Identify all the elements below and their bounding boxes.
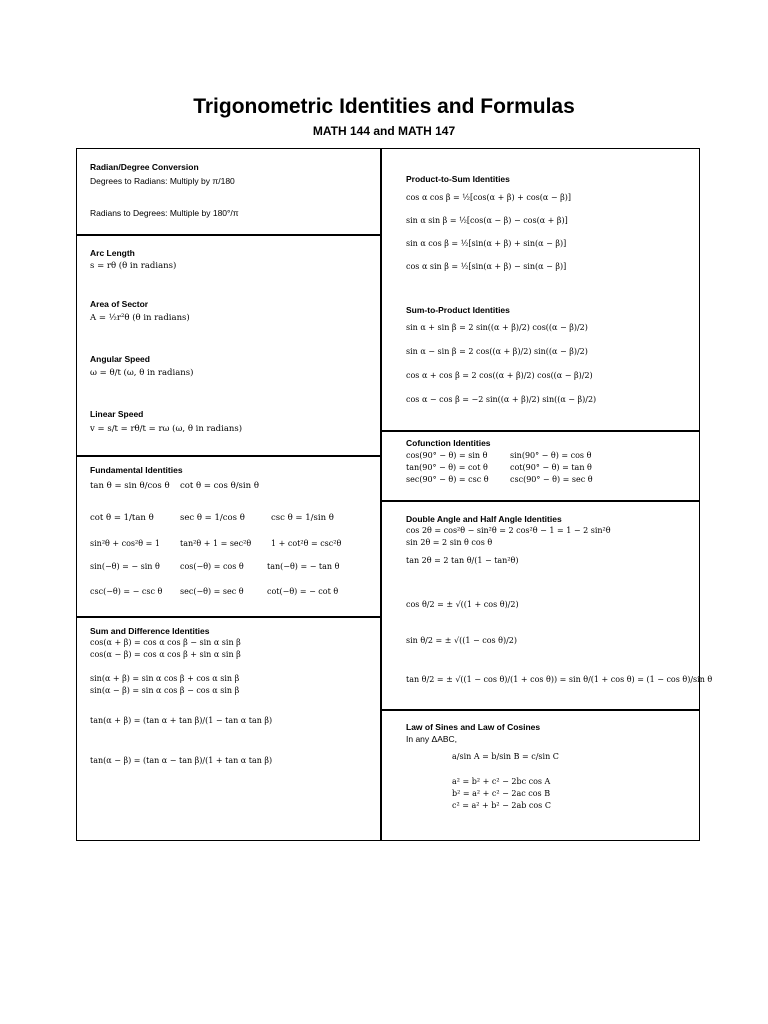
double-half-line: tan 2θ = 2 tan θ/(1 − tan²θ) — [406, 556, 519, 565]
linear-speed-formula: v = s/t = rθ/t = rω (ω, θ in radians) — [90, 424, 243, 434]
law-of-cosines-line: a² = b² + c² − 2bc cos A — [452, 777, 551, 786]
sum-difference-line: tan(α + β) = (tan α + tan β)/(1 − tan α tan β) — [90, 716, 273, 725]
cofunction-heading: Cofunction Identities — [406, 438, 491, 448]
degrees-to-radians: Degrees to Radians: Multiply by π/180 — [90, 176, 235, 186]
product-to-sum-line: sin α cos β = ½[sin(α + β) + sin(α − β)] — [406, 239, 567, 248]
double-half-line: cos θ/2 = ± √((1 + cos θ)/2) — [406, 600, 519, 609]
fundamental-cell: sin²θ + cos²θ = 1 — [90, 539, 160, 548]
double-half-line: tan θ/2 = ± √((1 − cos θ)/(1 + cos θ)) = sin θ/(1 + cos θ) = (1 − cos θ)/sin θ — [406, 675, 713, 684]
fundamental-cell: tan²θ + 1 = sec²θ — [180, 539, 252, 548]
fundamental-heading: Fundamental Identities — [90, 465, 183, 475]
arc-length-formula: s = rθ (θ in radians) — [90, 261, 177, 271]
double-half-line: cos 2θ = cos²θ − sin²θ = 2 cos²θ − 1 = 1 − 2 sin²θ — [406, 526, 611, 535]
right-divider-1 — [381, 430, 700, 432]
sum-difference-line: cos(α + β) = cos α cos β − sin α sin β — [90, 638, 241, 647]
sum-difference-line: sin(α − β) = sin α cos β − cos α sin β — [90, 686, 240, 695]
cofunction-cell: tan(90° − θ) = cot θ — [406, 463, 488, 472]
double-half-line: sin 2θ = 2 sin θ cos θ — [406, 538, 493, 547]
law-intro: In any ΔABC, — [406, 734, 458, 744]
cofunction-cell: sec(90° − θ) = csc θ — [406, 475, 489, 484]
column-divider — [380, 148, 382, 841]
fundamental-cell: cos(−θ) = cos θ — [180, 562, 244, 571]
fundamental-cell: cot θ = 1/tan θ — [90, 513, 154, 523]
linear-speed-heading: Linear Speed — [90, 409, 144, 419]
fundamental-cell: tan(−θ) = − tan θ — [267, 562, 340, 571]
right-divider-3 — [381, 709, 700, 711]
left-divider-2 — [76, 455, 381, 457]
angular-speed-formula: ω = θ/t (ω, θ in radians) — [90, 368, 194, 378]
sum-to-product-line: cos α + cos β = 2 cos((α + β)/2) cos((α − β)/2) — [406, 371, 593, 380]
law-of-sines: a/sin A = b/sin B = c/sin C — [452, 752, 559, 761]
radian-degree-heading: Radian/Degree Conversion — [90, 162, 199, 172]
fundamental-cell: csc(−θ) = − csc θ — [90, 587, 163, 596]
law-of-cosines-line: b² = a² + c² − 2ac cos B — [452, 789, 551, 798]
law-of-cosines-line: c² = a² + b² − 2ab cos C — [452, 801, 551, 810]
cofunction-cell: sin(90° − θ) = cos θ — [510, 451, 592, 460]
cofunction-cell: csc(90° − θ) = sec θ — [510, 475, 593, 484]
law-heading: Law of Sines and Law of Cosines — [406, 722, 541, 732]
sum-to-product-line: cos α − cos β = −2 sin((α + β)/2) sin((α − β)/2) — [406, 395, 597, 404]
sum-to-product-line: sin α − sin β = 2 cos((α + β)/2) sin((α − β)/2) — [406, 347, 588, 356]
fundamental-cell: sec(−θ) = sec θ — [180, 587, 244, 596]
fundamental-cell: cot θ = cos θ/sin θ — [180, 481, 259, 491]
sum-difference-line: tan(α − β) = (tan α − tan β)/(1 + tan α tan β) — [90, 756, 273, 765]
fundamental-cell: 1 + cot²θ = csc²θ — [271, 539, 342, 548]
sum-difference-line: sin(α + β) = sin α cos β + cos α sin β — [90, 674, 240, 683]
angular-speed-heading: Angular Speed — [90, 354, 150, 364]
product-to-sum-line: sin α sin β = ½[cos(α − β) − cos(α + β)] — [406, 216, 568, 225]
fundamental-cell: sec θ = 1/cos θ — [180, 513, 245, 523]
double-half-line: sin θ/2 = ± √((1 − cos θ)/2) — [406, 636, 518, 645]
sum-to-product-heading: Sum-to-Product Identities — [406, 305, 510, 315]
cofunction-cell: cot(90° − θ) = tan θ — [510, 463, 592, 472]
fundamental-cell: cot(−θ) = − cot θ — [267, 587, 339, 596]
sum-difference-heading: Sum and Difference Identities — [90, 626, 210, 636]
sum-difference-line: cos(α − β) = cos α cos β + sin α sin β — [90, 650, 241, 659]
page-title: Trigonometric Identities and Formulas — [193, 95, 575, 118]
area-sector-formula: A = ½r²θ (θ in radians) — [90, 313, 190, 323]
right-divider-2 — [381, 500, 700, 502]
product-to-sum-line: cos α cos β = ½[cos(α + β) + cos(α − β)] — [406, 193, 571, 202]
double-half-heading: Double Angle and Half Angle Identities — [406, 514, 562, 524]
product-to-sum-line: cos α sin β = ½[sin(α + β) − sin(α − β)] — [406, 262, 567, 271]
sum-to-product-line: sin α + sin β = 2 sin((α + β)/2) cos((α − β)/2) — [406, 323, 588, 332]
left-divider-3 — [76, 616, 381, 618]
page-subtitle: MATH 144 and MATH 147 — [312, 124, 456, 138]
formula-sheet-border — [76, 148, 700, 841]
fundamental-cell: sin(−θ) = − sin θ — [90, 562, 160, 571]
left-divider-1 — [76, 234, 381, 236]
fundamental-cell: tan θ = sin θ/cos θ — [90, 481, 170, 491]
area-sector-heading: Area of Sector — [90, 299, 149, 309]
arc-length-heading: Arc Length — [90, 248, 135, 258]
cofunction-cell: cos(90° − θ) = sin θ — [406, 451, 488, 460]
product-to-sum-heading: Product-to-Sum Identities — [406, 174, 510, 184]
fundamental-cell: csc θ = 1/sin θ — [271, 513, 334, 523]
radians-to-degrees: Radians to Degrees: Multiple by 180°/π — [90, 208, 239, 218]
